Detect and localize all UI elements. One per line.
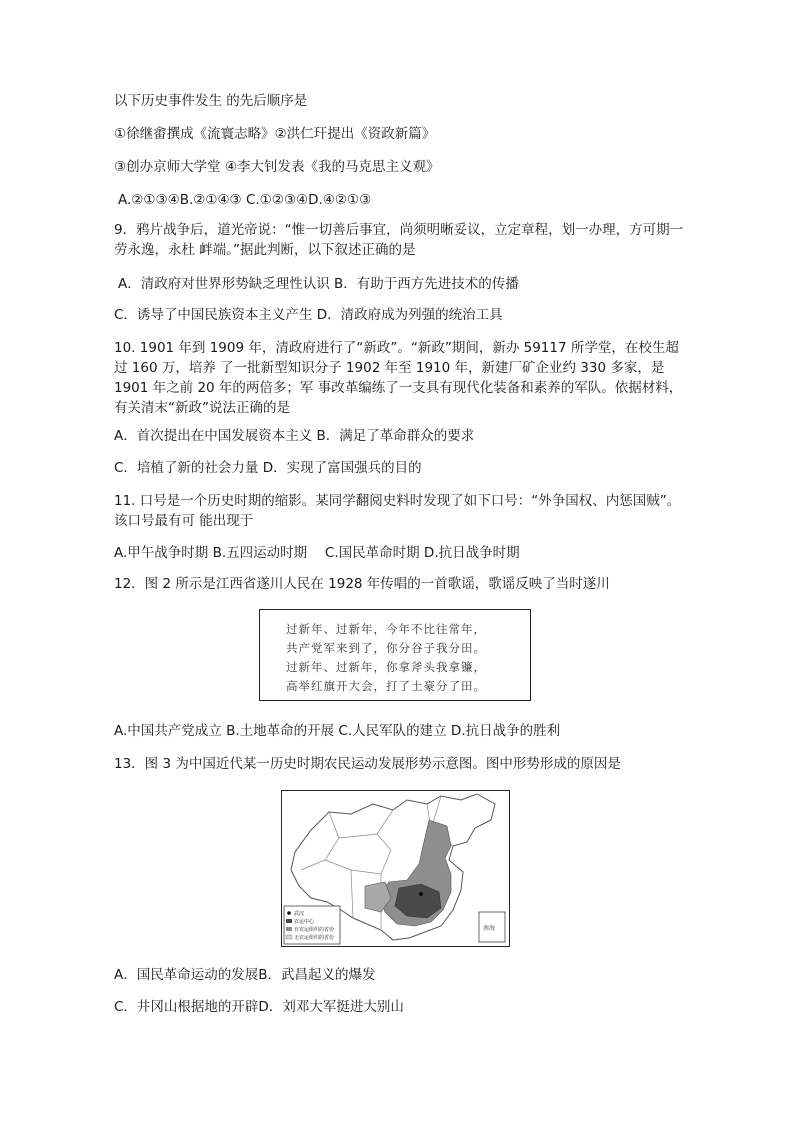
q11-stem: 11. 口号是一个历史时期的缩影。某同学翻阅史料时发现了如下口号：“外争国权、内惩国贼”。该口号最有可 能出现于: [114, 493, 681, 529]
legend-label: 无农运组织的省份: [294, 935, 335, 941]
ballad-line: 过新年、过新年，你拿斧头我拿镰，: [286, 660, 486, 674]
q13-stem: 13．图 3 为中国近代某一历史时期农民运动发展形势示意图。图中形势形成的原因是: [114, 756, 621, 772]
q8-stem: 以下历史事件发生 的先后顺序是: [114, 93, 308, 109]
q13-options-ab: A．国民革命运动的发展B．武昌起义的爆发: [114, 967, 376, 983]
q8-item-1: ①徐继畬撰成《流寰志略》②洪仁玕提出《资政新篇》: [114, 126, 436, 142]
q10-options-cd: C．培植了新的社会力量 D．实现了富国强兵的目的: [114, 460, 422, 476]
q8-options: A.②①③④B.②①④③ C.①②③④D.④②①③: [118, 192, 372, 208]
legend-label: 武汉: [294, 911, 305, 917]
q9-options-ab: A．清政府对世界形势缺乏理性认识 B．有助于西方先进技术的传播: [118, 276, 519, 292]
q12-options: A.中国共产党成立 B.土地革命的开展 C.人民军队的建立 D.抗日战争的胜利: [114, 723, 561, 739]
ballad-figure: [259, 609, 531, 701]
peasant-movement-map: [281, 790, 510, 947]
q12-stem: 12．图 2 所示是江西省遂川人民在 1928 年传唱的一首歌谣，歌谣反映了当时遂川: [114, 576, 610, 592]
ballad-line: 共产党军来到了，你分谷子我分田。: [286, 641, 486, 655]
legend-label: 有农运组织的省份: [294, 927, 335, 933]
q10-stem: 10. 1901 年到 1909 年，清政府进行了“新政”。“新政”期间，新办 59117 所学堂，在校生超过 160 万，培养 了一批新型知识分子 1902 年至 1910 年，新建厂矿企业约 330 多家，是 1901 年之前 20 年的两倍多；军 事改革编练了一支具有现代化装备和素养的军队。依据材料，有关清末“新政”说法正确的是: [114, 340, 683, 416]
ballad-line: 高举红旗开大会，打了土豪分了田。: [286, 679, 486, 693]
q10-options-ab: A．首次提出在中国发展资本主义 B．满足了革命群众的要求: [114, 428, 475, 444]
ballad-line: 过新年、过新年，今年不比往常年，: [286, 622, 486, 636]
q13-options-cd: C．井冈山根据地的开辟D．刘邓大军挺进大别山: [114, 999, 404, 1015]
wuhan-marker: [419, 892, 423, 896]
q9-options-cd: C．诱导了中国民族资本主义产生 D．清政府成为列强的统治工具: [114, 307, 503, 323]
q9-stem: 9．鸦片战争后，道光帝说：“惟一切善后事宜，尚须明晰妥议，立定章程，划一办理，方可期一劳永逸，永杜 衅端。”据此判断，以下叙述正确的是: [114, 222, 684, 258]
q11-options: A.甲午战争时期 B.五四运动时期 C.国民革命时期 D.抗日战争时期: [114, 545, 520, 561]
q8-item-2: ③创办京师大学堂 ④李大钊发表《我的马克思主义观》: [114, 159, 440, 175]
south-sea-label: 南海: [483, 925, 496, 932]
legend-label: 农运中心: [294, 919, 315, 925]
